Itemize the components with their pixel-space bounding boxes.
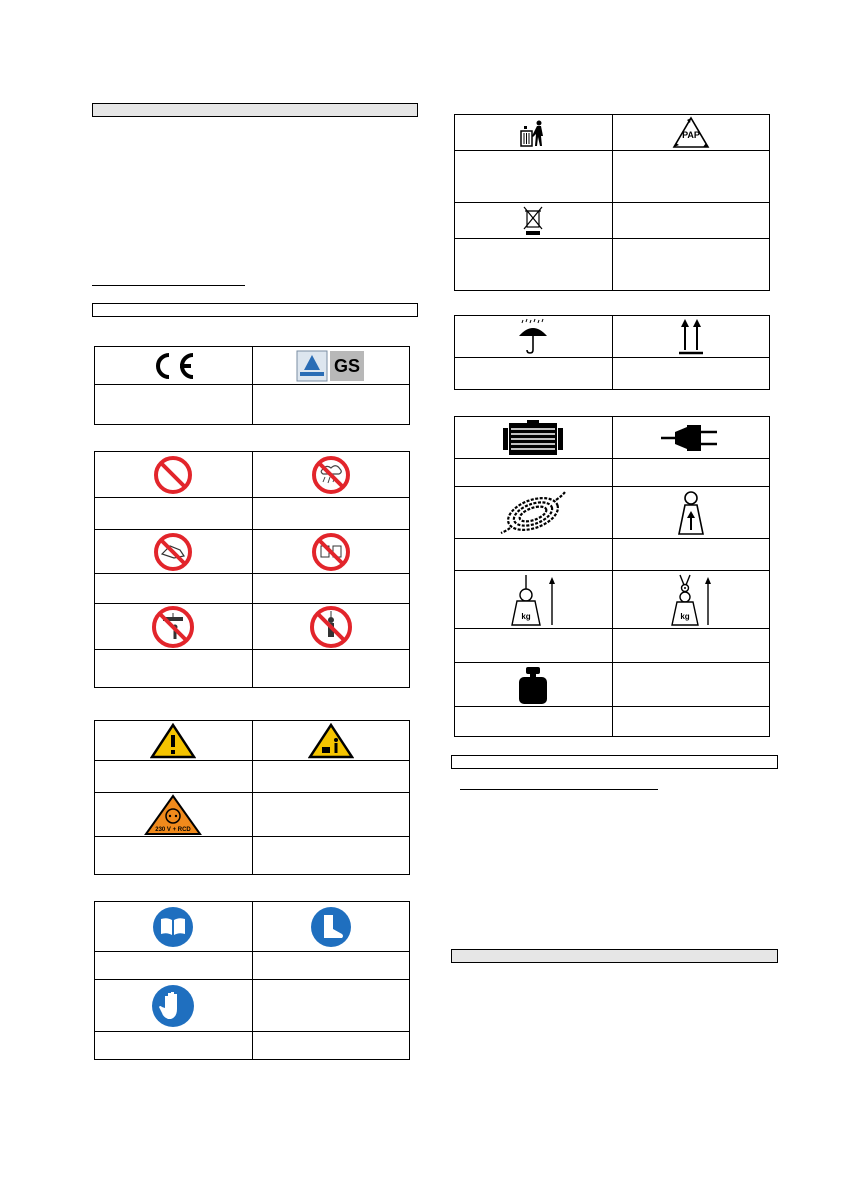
table-cell [612, 115, 770, 151]
table-cell [95, 980, 253, 1032]
underlined-link[interactable] [460, 789, 658, 790]
table-cell [252, 902, 410, 952]
table-cell [455, 203, 613, 239]
table-cell [455, 358, 613, 390]
table-cell [612, 459, 770, 487]
table-cell [612, 358, 770, 390]
no-plug-modification-icon [311, 532, 351, 572]
tuv-gs-certification-icon [296, 350, 366, 382]
table-cell [612, 629, 770, 663]
prohibition-sign-icon [153, 455, 193, 495]
table-cell [252, 761, 410, 793]
table-cell [455, 417, 613, 459]
table-cell [455, 239, 613, 291]
section-heading-bar [92, 103, 418, 117]
table-cell [95, 837, 253, 875]
table-cell [612, 571, 770, 629]
table-cell [252, 574, 410, 604]
table-cell [252, 385, 410, 425]
table-cell [95, 574, 253, 604]
table-cell [455, 487, 613, 539]
table-cell [95, 761, 253, 793]
power-plug-icon [659, 421, 723, 455]
table-cell [252, 980, 410, 1032]
table-cell [252, 604, 410, 650]
table-cell [612, 539, 770, 571]
table-cell [252, 793, 410, 837]
table-cell [252, 347, 410, 385]
table-cell [455, 539, 613, 571]
underlined-link[interactable] [92, 285, 245, 286]
no-rain-operation-icon [311, 455, 351, 495]
table-cell [455, 316, 613, 358]
weee-crossed-bin-icon [522, 205, 544, 237]
table-cell [612, 417, 770, 459]
table-cell [252, 650, 410, 688]
table-cell [612, 151, 770, 203]
table-cell [612, 487, 770, 539]
mandatory-symbols-table [94, 901, 410, 1060]
load-direction-icon [671, 490, 711, 536]
warning-230v-rcd-icon [144, 794, 202, 836]
table-cell [252, 530, 410, 574]
table-cell [612, 707, 770, 737]
table-cell [95, 604, 253, 650]
this-way-up-arrows-icon [676, 318, 706, 356]
no-persons-on-load-icon [309, 605, 353, 649]
table-cell [95, 385, 253, 425]
disposal-symbols-table [454, 114, 770, 291]
table-cell [95, 650, 253, 688]
table-cell [95, 721, 253, 761]
section-heading-bar [451, 755, 778, 769]
svg-text:230 V + RCD: 230 V + RCD [155, 826, 192, 833]
table-cell [612, 239, 770, 291]
table-cell [95, 452, 253, 498]
conformity-symbols-table [94, 346, 410, 425]
svg-text:GS: GS [333, 355, 360, 376]
table-cell [455, 459, 613, 487]
table-cell [95, 498, 253, 530]
table-cell [455, 707, 613, 737]
table-cell [455, 571, 613, 629]
warning-symbols-table [94, 720, 410, 875]
table-cell [95, 902, 253, 952]
ce-mark-icon [147, 351, 199, 381]
table-cell [252, 952, 410, 980]
motor-icon [501, 420, 565, 456]
svg-text:PAP: PAP [681, 129, 700, 140]
read-manual-icon [152, 906, 194, 948]
no-standing-under-load-icon [151, 605, 195, 649]
table-cell [95, 530, 253, 574]
table-cell [95, 793, 253, 837]
safety-boots-icon [310, 906, 352, 948]
technical-symbols-table [454, 416, 770, 737]
table-cell [95, 347, 253, 385]
table-cell [95, 1032, 253, 1060]
table-cell [455, 663, 613, 707]
table-cell [455, 629, 613, 663]
svg-text:kg: kg [680, 611, 690, 621]
single-rope-lift-kg-icon [506, 573, 560, 627]
table-cell [252, 1032, 410, 1060]
warning-persons-below-icon [308, 723, 354, 759]
section-heading-bar [451, 949, 778, 963]
table-cell [252, 721, 410, 761]
table-cell [252, 498, 410, 530]
table-cell [95, 952, 253, 980]
table-cell [252, 837, 410, 875]
keep-dry-umbrella-icon [516, 318, 550, 356]
svg-text:kg: kg [521, 611, 531, 621]
pulley-lift-kg-icon [664, 573, 718, 627]
table-cell [455, 151, 613, 203]
packaging-symbols-table [454, 315, 770, 390]
prohibition-symbols-table [94, 451, 410, 688]
table-cell [612, 663, 770, 707]
general-warning-icon [150, 723, 196, 759]
table-cell [252, 452, 410, 498]
tidy-man-disposal-icon [518, 118, 548, 148]
safety-gloves-icon [151, 984, 195, 1028]
table-cell [612, 203, 770, 239]
table-cell [612, 316, 770, 358]
section-heading-bar [92, 303, 418, 317]
rope-coil-icon [498, 490, 568, 536]
no-hand-contact-icon [153, 532, 193, 572]
weight-icon [516, 665, 550, 705]
table-cell [455, 115, 613, 151]
pap-recycling-icon [672, 116, 710, 150]
